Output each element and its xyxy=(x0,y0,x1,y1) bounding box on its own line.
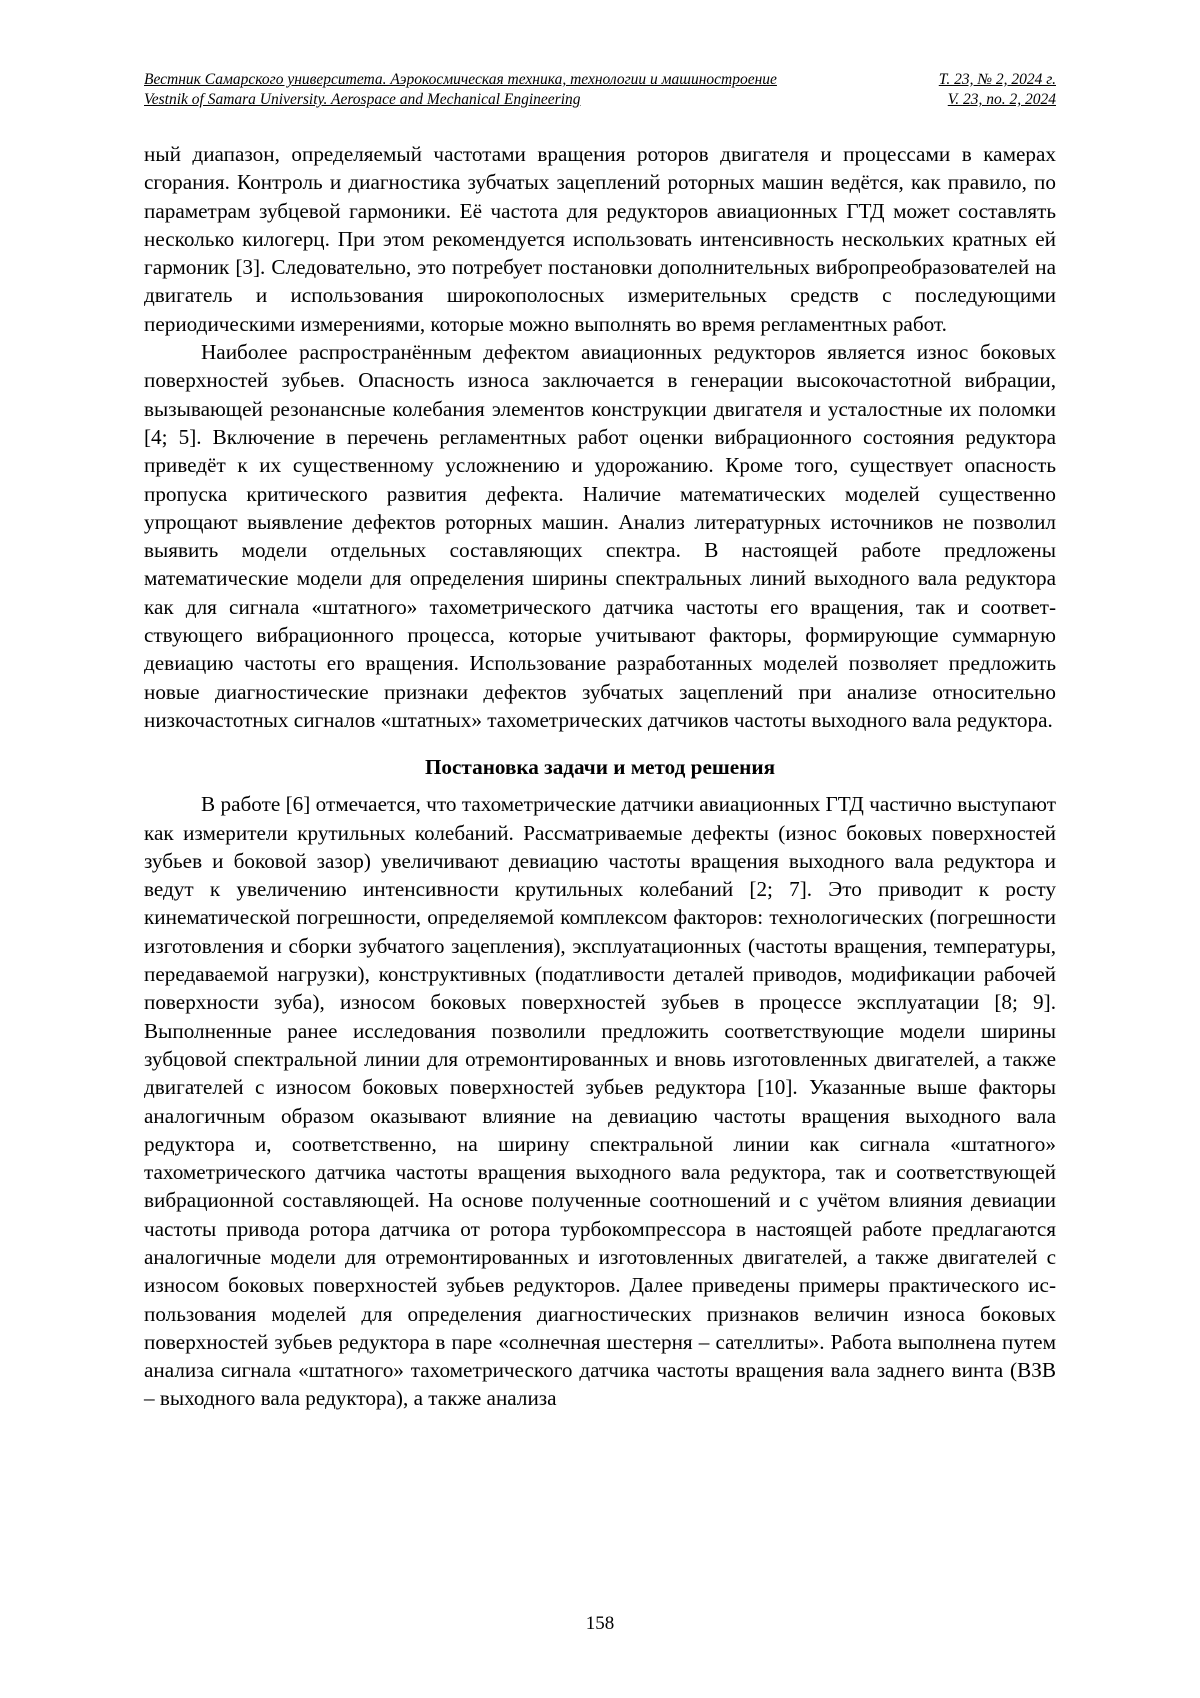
paragraph-defects: Наиболее распространённым дефектом авиационных редукторов является износ боковых поверхностей зубьев. Опасность износа заключается в генерации высокочастотной вибрации, вызывающей резонансные колебания элементов конструкции двигателя и усталостные их поломки [4; 5]. Включение в перечень регламентных работ оценки вибрационного состояния редуктора приведёт к их существенному усложнению и удорожанию. Кроме того, существует опасность пропуска критического развития дефекта. Наличие математических моделей существенно упрощают выявление дефектов роторных машин. Анализ литературных источников не позволил выявить модели отдельных составляющих спектра. В настоящей работе предложены математические модели для определения ширины спектральных линий выходного вала редуктора как для сигнала «штатного» тахометрического датчика частоты его вращения, так и соответствующего вибрационного процесса, которые учитывают факторы, формирующие суммарную девиацию частоты его вращения. Использование разработанных моделей позволяет предложить новые диагностические признаки дефектов зубчатых зацеплений при анализе относительно низкочастотных сигналов «штатных» тахометрических датчиков частоты выходного вала редуктора. xyxy=(144,340,1056,732)
running-header-en xyxy=(144,90,1056,110)
page-number: 158 xyxy=(585,1613,615,1634)
journal-title-en: Vestnik of Samara University. Aerospace and Mechanical Engineering xyxy=(144,91,581,108)
paragraph-continued: ный диапазон, определяемый частотами вращения роторов двигателя и процессами в камерах сгорания. Контроль и диагностика зубчатых зацеплений роторных машин ведётся, как правило, по параметрам зубцевой гармоники. Её частота для редукторов авиационных ГТД может составлять несколько килогерц. При этом рекомендуется использовать интенсивность нескольких кратных ей гармоник [3]. Следовательно, это потребует постановки дополнительных вибропреобразователей на двигатель и использования широкополосных измерительных средств с последующими периодическими измерениями, которые можно выполнять во время регламентных работ. xyxy=(144,142,1056,336)
running-header-ru xyxy=(144,70,1056,90)
running-header xyxy=(144,70,1056,110)
article-body xyxy=(144,140,1056,1413)
paragraph-problem-statement: В работе [6] отмечается, что тахометрические датчики авиационных ГТД частично выступают как измерители крутильных колебаний. Рассматриваемые дефекты (износ боковых поверхностей зубьев и боковой зазор) увеличивают девиацию частоты вращения выходного вала редуктора и ведут к увеличению интенсивности крутильных колебаний [2; 7]. Это приводит к росту кинематической погрешности, определяемой комплексом факторов: технологических (погрешности изготовления и сборки зубчатого зацепления), эксплуатационных (частоты вращения, температуры, передаваемой нагрузки), конструктивных (податливости деталей приводов, модификации рабочей поверхности зуба), износом боковых поверхностей зубьев в процессе эксплуатации [8; 9]. Выполненные ранее исследования позволили предложить соответствующие модели ширины зубцовой спектральной линии для отремонтированных и вновь изготовленных двигателей, а также двигателей с износом боковых поверхностей зубьев редуктора [10]. Указанные выше факторы аналогичным образом оказывают влияние на девиацию частоты вращения выходного вала редуктора и, соответственно, на ширину спектральной линии как сигнала «штатного» тахометрического датчика частоты вращения выходного вала редуктора, так и соответствующей вибрационной составляющей. На основе полученные соотношений и с учётом влияния девиации частоты привода ротора датчика от ротора турбокомпрессора в настоящей работе предлагаются аналогичные модели для отремонтированных и изготовленных двигателей, а также двигателей с износом боковых поверхностей зубьев редукторов. Далее приведены примеры практического использования моделей для определения диагностических признаков величин износа боковых поверхностей зубьев редуктора в паре «солнечная шестерня – сателлиты». Работа выполнена путем анализа сигнала «штатного» тахометрического датчика частоты вращения вала заднего винта (ВЗВ – выходного вала редуктора), а также анализа xyxy=(144,792,1056,1411)
volume-info-en: V. 23, no. 2, 2024 xyxy=(947,91,1056,108)
journal-title-ru: Вестник Самарского университета. Аэрокосмическая техника, технологии и машиностроение xyxy=(144,71,777,88)
section-heading: Постановка задачи и метод решения xyxy=(424,755,776,780)
volume-info-ru: Т. 23, № 2, 2024 г. xyxy=(938,71,1056,88)
